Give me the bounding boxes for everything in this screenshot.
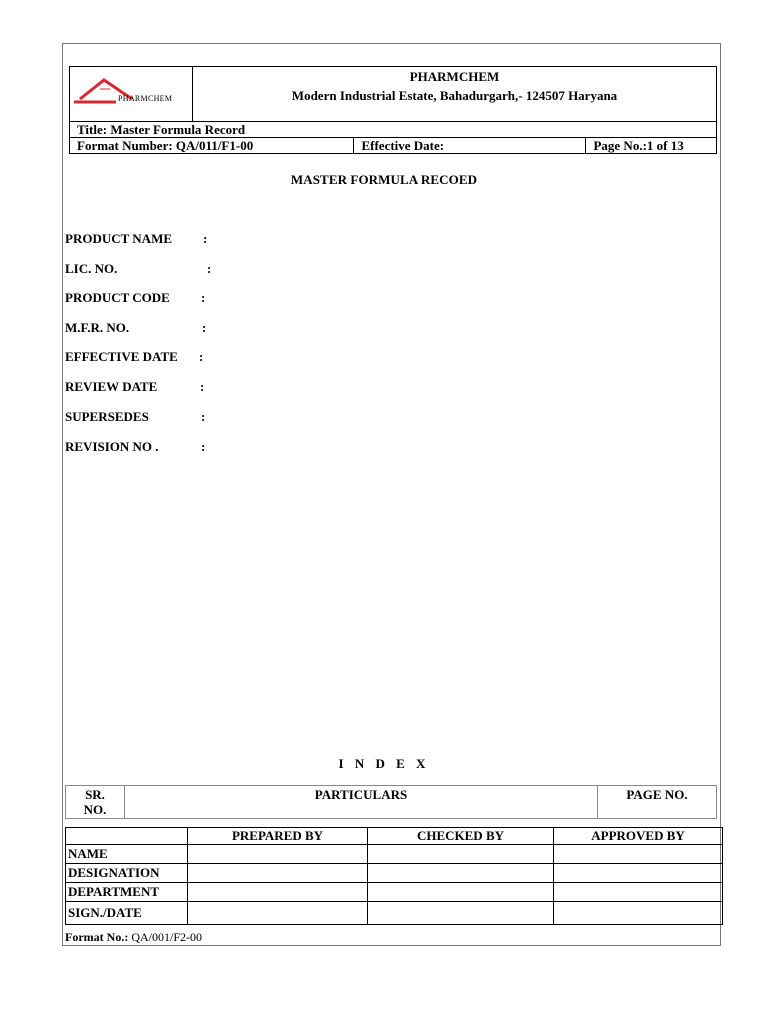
department-approved-cell bbox=[554, 883, 723, 902]
sign-checked-cell bbox=[368, 902, 554, 925]
field-label: SUPERSEDES bbox=[65, 409, 149, 424]
footer-format-number bbox=[65, 930, 202, 945]
field-revision-no bbox=[65, 439, 206, 455]
field-label: EFFECTIVE DATE bbox=[65, 349, 178, 364]
footer-format-value: QA/001/F2-00 bbox=[131, 930, 202, 944]
field-colon: : bbox=[201, 290, 206, 305]
index-title: I N D E X bbox=[338, 756, 430, 771]
row-label-sign-date: SIGN./DATE bbox=[66, 902, 188, 925]
logo-cell bbox=[70, 67, 193, 122]
field-colon: : bbox=[201, 409, 206, 424]
field-colon: : bbox=[207, 261, 212, 276]
field-colon: : bbox=[203, 231, 208, 246]
designation-checked-cell bbox=[368, 864, 554, 883]
field-lic-no bbox=[65, 261, 212, 277]
field-effective-date bbox=[65, 349, 204, 365]
designation-approved-cell bbox=[554, 864, 723, 883]
document-heading: MASTER FORMULA RECOED bbox=[290, 172, 478, 187]
field-label: LIC. NO. bbox=[65, 261, 118, 276]
sign-approved-cell bbox=[554, 902, 723, 925]
company-name: PHARMCHEM bbox=[409, 69, 500, 84]
field-label: M.F.R. NO. bbox=[65, 320, 130, 335]
field-colon: : bbox=[201, 439, 206, 454]
index-header-page-no: PAGE NO. bbox=[598, 786, 717, 819]
field-review-date bbox=[65, 379, 205, 395]
row-label-name: NAME bbox=[66, 845, 188, 864]
name-checked-cell bbox=[368, 845, 554, 864]
name-prepared-cell bbox=[188, 845, 368, 864]
company-address: Modern Industrial Estate, Bahadurgarh,- 124507 Haryana bbox=[291, 88, 618, 103]
field-colon: : bbox=[199, 349, 204, 364]
format-number: Format Number: QA/011/F1-00 bbox=[70, 138, 354, 154]
header-table bbox=[69, 66, 717, 154]
logo-text: PHARMCHEM bbox=[118, 94, 173, 103]
row-label-department: DEPARTMENT bbox=[66, 883, 188, 902]
department-checked-cell bbox=[368, 883, 554, 902]
index-table bbox=[65, 785, 717, 819]
field-label: REVISION NO . bbox=[65, 439, 159, 454]
field-label: PRODUCT NAME bbox=[65, 231, 173, 246]
field-mfr-no bbox=[65, 320, 207, 336]
page-number: Page No.:1 of 13 bbox=[586, 138, 717, 154]
index-header-particulars: PARTICULARS bbox=[125, 786, 598, 819]
signoff-table bbox=[65, 827, 723, 925]
field-product-name bbox=[65, 231, 208, 247]
field-product-code bbox=[65, 290, 206, 306]
name-approved-cell bbox=[554, 845, 723, 864]
department-prepared-cell bbox=[188, 883, 368, 902]
sign-prepared-cell bbox=[188, 902, 368, 925]
prepared-by-header: PREPARED BY bbox=[188, 828, 368, 845]
designation-prepared-cell bbox=[188, 864, 368, 883]
signoff-corner bbox=[66, 828, 188, 845]
effective-date-label: Effective Date: bbox=[354, 138, 586, 154]
footer-format-label: Format No.: bbox=[65, 930, 129, 944]
field-label: PRODUCT CODE bbox=[65, 290, 170, 305]
field-label: REVIEW DATE bbox=[65, 379, 158, 394]
checked-by-header: CHECKED BY bbox=[368, 828, 554, 845]
index-header-sr-no: SR. NO. bbox=[66, 786, 125, 819]
field-colon: : bbox=[202, 320, 207, 335]
approved-by-header: APPROVED BY bbox=[554, 828, 723, 845]
company-cell bbox=[193, 67, 717, 122]
row-label-designation: DESIGNATION bbox=[66, 864, 188, 883]
document-title: Title: Master Formula Record bbox=[70, 122, 717, 138]
field-supersedes bbox=[65, 409, 206, 425]
field-colon: : bbox=[200, 379, 205, 394]
